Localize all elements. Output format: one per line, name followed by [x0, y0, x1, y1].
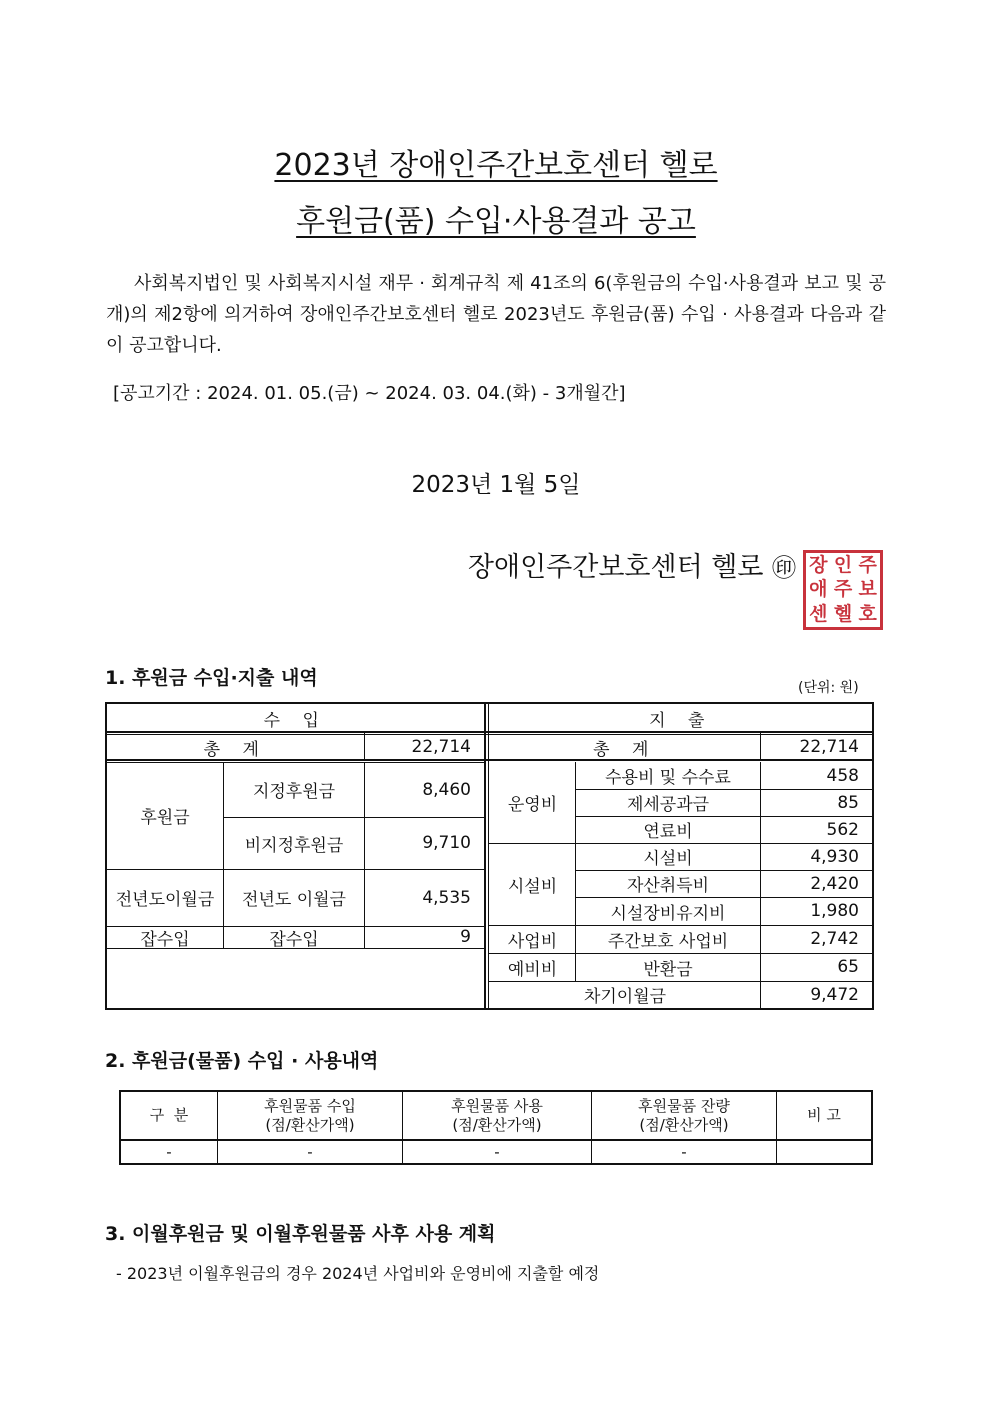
in-kind-table [119, 1090, 873, 1165]
col-category: 구 분 [120, 1091, 218, 1140]
expense-item-label: 시설비 [643, 849, 693, 869]
col-remaining: 후원물품 잔량 (점/환산가액) [592, 1091, 777, 1140]
col-remarks: 비 고 [777, 1091, 873, 1140]
col-used: 후원물품 사용 (점/환산가액) [403, 1091, 592, 1140]
section1-heading: 1. 후원금 수입·지출 내역 [105, 667, 318, 689]
expense-item-label: 반환금 [643, 959, 693, 980]
col-received: 후원물품 수입 (점/환산가액) [218, 1091, 403, 1140]
carryforward-value: 9,472 [810, 984, 859, 1005]
expense-header: 지 출 [649, 710, 713, 731]
expense-item-value: 562 [826, 819, 859, 840]
section2-heading: 2. 후원금(물품) 수입 · 사용내역 [105, 1050, 379, 1072]
income-total-label: 총 계 [203, 739, 268, 760]
nondesignated-label: 비지정후원금 [244, 835, 344, 856]
reserve-category: 예비비 [507, 959, 558, 980]
organization-name: 장애인주간보호센터 헬로 ㊞ [467, 552, 796, 583]
nondesignated-value: 9,710 [422, 833, 471, 853]
section3-heading: 3. 이월후원금 및 이월후원물품 사후 사용 계획 [105, 1223, 496, 1245]
carryforward-label: 차기이월금 [583, 987, 667, 1007]
table-cell: - [403, 1140, 592, 1164]
income-total-value: 22,714 [411, 737, 471, 757]
business-category: 사업비 [507, 931, 558, 952]
operating-category: 운영비 [507, 795, 558, 815]
expense-item-label: 제세공과금 [626, 795, 710, 815]
misc-label: 잡수입 [269, 929, 319, 950]
expense-total-label: 총 계 [593, 739, 657, 760]
table-cell: - [218, 1140, 403, 1164]
expense-item-value: 2,742 [810, 929, 859, 949]
expense-total-value: 22,714 [799, 737, 859, 757]
section3-note: - 2023년 이월후원금의 경우 2024년 사업비와 운영비에 지출할 예정 [116, 1264, 600, 1283]
table-cell [777, 1140, 873, 1164]
organization-seal: 장 인 주 애 주 보 센 헬 호 [803, 550, 883, 630]
notice-period: [공고기간 : 2024. 01. 05.(금) ~ 2024. 03. 04.(화) - 3개월간] [113, 383, 626, 404]
income-header: 수 입 [263, 710, 328, 731]
document-title-line2: 후원금(품) 수입·사용결과 공고 [296, 204, 696, 239]
expense-item-value: 65 [837, 957, 859, 977]
designated-label: 지정후원금 [252, 782, 336, 802]
misc-value: 9 [460, 927, 471, 947]
expense-item-label: 자산취득비 [626, 876, 710, 896]
expense-item-value: 4,930 [810, 846, 859, 867]
donation-group-label: 후원금 [140, 808, 190, 828]
expense-item-label: 시설장비유지비 [610, 903, 726, 924]
carryover-label: 전년도 이월금 [242, 890, 346, 910]
expense-item-value: 458 [826, 765, 859, 786]
expense-item-value: 1,980 [810, 901, 859, 921]
intro-paragraph: 사회복지법인 및 사회복지시설 재무 · 회계규칙 제 41조의 6(후원금의 수입·사용결과 보고 및 공개)의 제2항에 의거하여 장애인주간보호센터 헬로 2023년도 후원금(품) 수입 · 사용결과 다음과 같이 공고합니다. [106, 273, 886, 356]
carryover-group-label: 전년도이월금 [115, 890, 215, 910]
table-cell: - [592, 1140, 777, 1164]
facility-category: 시설비 [507, 876, 558, 897]
designated-value: 8,460 [422, 779, 471, 800]
seal-mark: ㊞ [772, 554, 796, 582]
expense-item-label: 주간보호 사업비 [607, 931, 729, 952]
expense-item-label: 연료비 [643, 822, 693, 842]
expense-item-label: 수용비 및 수수료 [605, 768, 731, 788]
document-title-line1: 2023년 장애인주간보호센터 헬로 [274, 148, 718, 183]
table-cell: - [120, 1140, 218, 1164]
expense-item-value: 85 [837, 792, 859, 813]
carryover-value: 4,535 [422, 887, 471, 908]
expense-item-value: 2,420 [810, 873, 859, 894]
unit-label: (단위: 원) [798, 680, 859, 696]
misc-group-label: 잡수입 [140, 929, 190, 950]
announcement-date: 2023년 1월 5일 [411, 472, 581, 498]
